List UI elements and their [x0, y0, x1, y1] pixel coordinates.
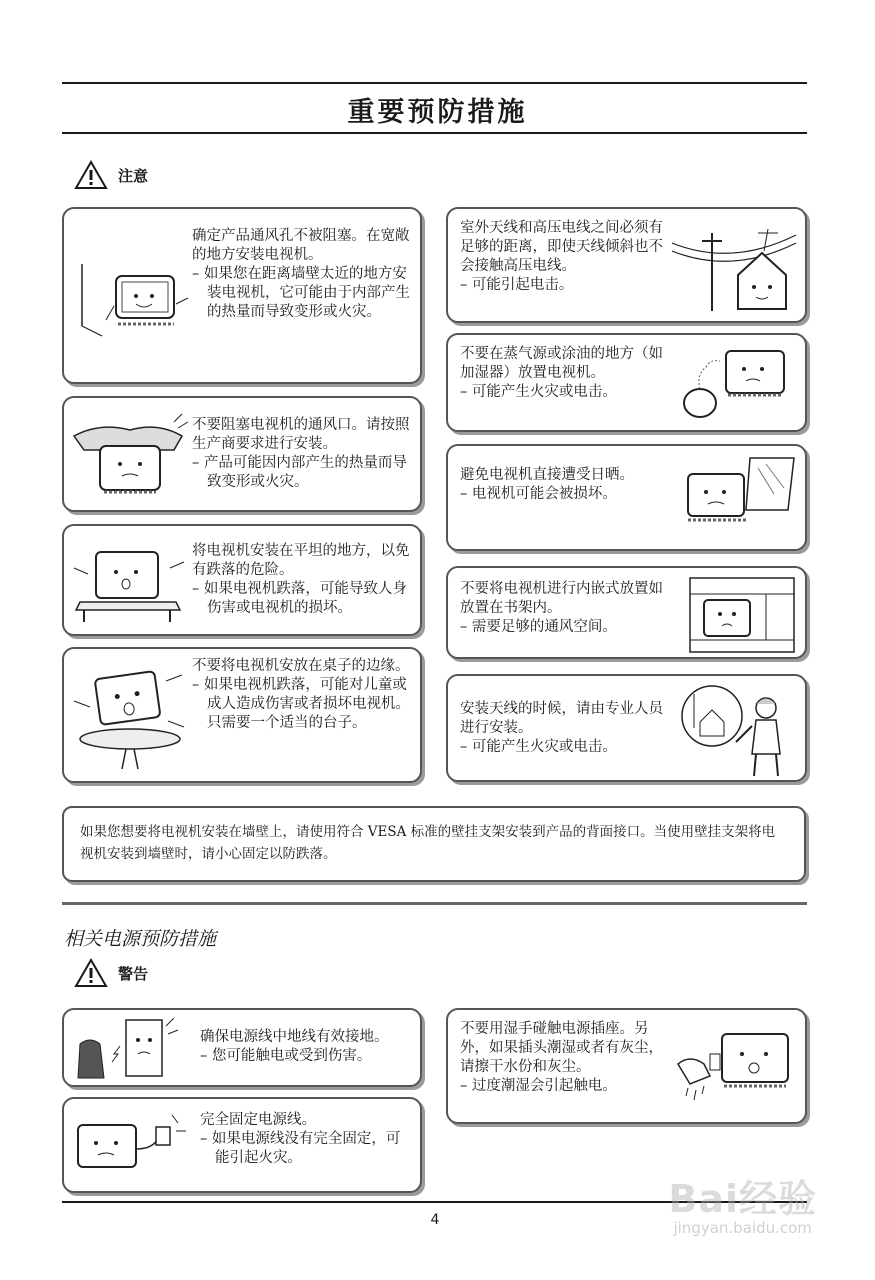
card-main-text: 将电视机安装在平坦的地方，以免有跌落的危险。 — [192, 543, 410, 578]
caution-card-bookshelf — [446, 566, 807, 659]
card-sub-text: – 过度潮湿会引起触电。 — [460, 1078, 617, 1094]
tv-bookshelf-illustration — [670, 574, 798, 656]
warning-triangle-icon — [74, 160, 108, 190]
title-underline — [62, 132, 807, 134]
caution-label: 注意 — [118, 166, 149, 185]
card-main-text: 完全固定电源线。 — [200, 1112, 316, 1128]
card-sub-text: – 电视机可能会被损坏。 — [460, 486, 617, 502]
power-section-title: 相关电源预防措施 — [64, 928, 217, 950]
card-text — [192, 657, 414, 733]
top-rule — [62, 82, 807, 84]
card-text — [192, 227, 414, 322]
card-main-text: 室外天线和高压电线之间必须有足够的距离，即使天线倾斜也不会接触高压电线。 — [460, 220, 663, 274]
card-main-text: 不要在蒸气源或涂油的地方（如加湿器）放置电视机。 — [460, 346, 663, 381]
card-main-text: 不要阻塞电视机的通风口。请按照生产商要求进行安装。 — [192, 417, 410, 452]
watermark — [668, 1168, 817, 1237]
page-number: 4 — [430, 1212, 440, 1228]
card-sub-text: – 您可能触电或受到伤害。 — [200, 1048, 372, 1064]
card-sub-text: – 产品可能因内部产生的热量而导致变形或火灾。 — [192, 455, 407, 490]
card-text — [460, 466, 668, 504]
caution-card-table-edge — [62, 647, 422, 783]
caution-card-flat-place — [62, 524, 422, 636]
tv-covered-cloth-illustration — [70, 412, 190, 504]
warning-heading — [74, 958, 148, 988]
card-sub-text: – 如果电源线没有完全固定，可能引起火灾。 — [200, 1131, 401, 1166]
card-text — [192, 416, 414, 492]
page-title: 重要预防措施 — [347, 97, 528, 128]
tv-on-stand-illustration — [70, 538, 188, 630]
watermark-url: jingyan.baidu.com — [673, 1219, 812, 1237]
card-text — [460, 219, 668, 295]
card-text — [200, 1028, 414, 1066]
caution-card-ventilation — [62, 207, 422, 384]
tv-sunlight-illustration — [666, 454, 800, 544]
card-main-text: 确保电源线中地线有效接地。 — [200, 1029, 389, 1045]
power-plug-illustration — [72, 1109, 190, 1185]
grounding-illustration — [74, 1014, 184, 1086]
wall-mount-notice: 如果您想要将电视机安装在墙壁上，请使用符合 VESA 标准的壁挂支架安装到产品的背面接口。当使用壁挂支架将电视机安装到墙壁时，请小心固定以防跌落。 — [62, 806, 806, 882]
card-text — [200, 1111, 414, 1168]
caution-card-vent-blocked — [62, 396, 422, 512]
card-sub-text: – 如果电视机跌落，可能导致人身伤害或电视机的损坏。 — [192, 581, 407, 616]
card-text — [460, 700, 668, 757]
technician-illustration — [664, 682, 802, 780]
card-main-text: 不要将电视机安放在桌子的边缘。 — [192, 658, 410, 674]
caution-card-antenna-install — [446, 674, 807, 782]
card-text — [192, 542, 414, 618]
card-sub-text: – 需要足够的通风空间。 — [460, 619, 617, 635]
caution-card-sunlight — [446, 444, 807, 551]
caution-card-steam — [446, 333, 807, 432]
card-main-text: 不要用湿手碰触电源插座。另外，如果插头潮湿或者有灰尘，请擦干水份和灰尘。 — [460, 1021, 663, 1075]
tv-near-wall-illustration — [76, 264, 196, 344]
card-main-text: 避免电视机直接遭受日晒。 — [460, 467, 634, 483]
card-main-text: 不要将电视机进行内嵌式放置如放置在书架内。 — [460, 581, 663, 616]
card-sub-text: – 可能引起电击。 — [460, 277, 574, 293]
watermark-logo: Bai经验 — [668, 1177, 817, 1221]
card-sub-text: – 如果您在距离墙壁太近的地方安装电视机，它可能由于内部产生的热量而导致变形或火灾。 — [192, 266, 410, 320]
antenna-house-illustration — [672, 223, 800, 315]
card-text — [460, 1020, 670, 1096]
tv-falling-illustration — [70, 661, 188, 773]
card-text — [460, 345, 668, 402]
card-main-text: 安装天线的时候，请由专业人员进行安装。 — [460, 701, 663, 736]
caution-heading — [74, 160, 148, 190]
section-divider — [62, 902, 807, 905]
wet-hand-illustration — [670, 1024, 800, 1114]
warning-card-grounding — [62, 1008, 422, 1087]
card-sub-text: – 可能产生火灾或电击。 — [460, 384, 617, 400]
warning-triangle-icon — [74, 958, 108, 988]
warning-label: 警告 — [118, 964, 149, 983]
warning-card-power-cord — [62, 1097, 422, 1193]
card-sub-text: – 可能产生火灾或电击。 — [460, 739, 617, 755]
card-text — [460, 580, 668, 637]
card-main-text: 确定产品通风孔不被阻塞。在宽敞的地方安装电视机。 — [192, 228, 410, 263]
card-sub-text: – 如果电视机跌落，可能对儿童或成人造成伤害或者损坏电视机。只需要一个适当的台子。 — [192, 677, 410, 731]
warning-card-wet-hands — [446, 1008, 807, 1124]
tv-humidifier-illustration — [670, 345, 800, 425]
caution-card-antenna-distance — [446, 207, 807, 323]
